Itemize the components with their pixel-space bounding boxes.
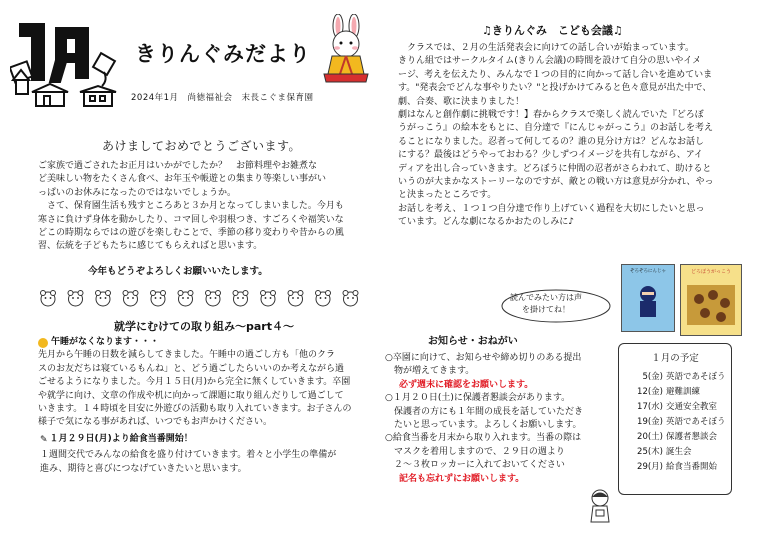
monkey-icon — [261, 291, 276, 307]
kids-meeting-title: ♫きりんぐみ こども会議♫ — [482, 24, 623, 37]
bubble-line: 読んでみたい方は声 — [510, 293, 582, 302]
meeting-line: にする？最後はどうやっておわる？少しずつイメージを共有しながら、アイ — [398, 150, 703, 161]
schedule-event: 避難訓練 — [666, 387, 701, 397]
meeting-line: 劇、合奏、歌に決まりました！ — [398, 96, 525, 107]
schedule-date: 29(月) — [637, 462, 663, 472]
newsletter-title: きりんぐみだより — [135, 42, 311, 66]
tiger-icon — [96, 291, 111, 307]
notice-line: ２～３枚ロッカーに入れておいてください — [385, 460, 565, 471]
schedule-item — [625, 445, 731, 460]
school-prep-heading: 就学にむけての取り組み～part４～ — [114, 320, 294, 333]
notice-line: マスクを着用しますので、２９日の週より — [385, 446, 565, 457]
pencil-icon: ✎ — [40, 434, 48, 445]
meeting-line: いうのが大まかなストーリーなのですが、敵との戦い方は意見が分かれ、やっ — [398, 177, 714, 188]
notices-list — [385, 352, 583, 486]
greeting-closing: 今年もどうぞよろしくお願いいたします。 — [88, 266, 268, 277]
schedule-item — [625, 430, 731, 445]
rabbit-kimono-illustration — [318, 14, 376, 84]
greeting-line: どこの時期ならではの遊びを楽しむことで、季節の移り変わりや昔からの風 — [38, 228, 344, 239]
schedule-date: 5(金) — [642, 372, 663, 382]
lunch-title: １月２９日(月)より給食当番開始！ — [49, 434, 193, 444]
greeting-line: ど美味しい物をたくさん食べ、お年玉や帳遊との集まり等楽しい事がい — [38, 174, 327, 185]
greeting-paragraph — [38, 160, 344, 254]
notice-line: 保護者の方にも１年間の成長を話していただき — [385, 406, 584, 417]
zodiac-animal-row — [36, 287, 366, 309]
dog-icon — [316, 291, 331, 307]
meeting-line: うがっこう』の絵本をもとに、自分達で『にんじゃがっこう』のお話しを考え — [398, 123, 714, 134]
lunch-line: １週間交代でみんなの給食を盛り付けていきます。着々と小学生の準備が — [40, 450, 337, 461]
schedule-event: 給食当番開始 — [666, 462, 718, 472]
meeting-line: ています。どんな劇になるかおたのしみに♪ — [398, 217, 575, 228]
notice-line: たいと思っています。よろしくお願いします。 — [385, 420, 582, 431]
rooster-icon — [288, 291, 303, 307]
book-cover-ninja — [621, 264, 675, 332]
child-illustration — [585, 488, 615, 528]
schedule-event: 交通安全教室 — [666, 402, 718, 412]
meeting-line: ージ、考えを伝えたり、みんなで１つの目的に向かって話し合いを進めていま — [398, 69, 713, 80]
schedule-list — [625, 370, 731, 475]
schedule-item — [625, 400, 731, 415]
nap-line: スのお友だちは寝ているもんね」と、どう過ごしたらいいのか考えながら過 — [38, 363, 345, 374]
meeting-line: ディアを出し合っていきます。どろぼうに仲間の忍者がさらわれて、助けると — [398, 163, 712, 174]
greeting-heading: あけましておめでとうございます。 — [102, 139, 302, 153]
notices-title: お知らせ・おねがい — [428, 336, 518, 347]
greeting-line: 習、伝統を子どもたちに感じてもらえればと思います。 — [38, 241, 263, 252]
ox-icon — [68, 291, 83, 307]
meeting-line: クラスでは、２月の生活発表会に向けての話し合いが始まっています。 — [398, 43, 695, 53]
schedule-date: 25(木) — [637, 447, 663, 457]
greeting-line: ご家族で過ごされたお正月はいかがでしたか？ お節料理やお雑煮な — [38, 161, 318, 171]
meeting-line: きりん組ではサークルタイム(きりん会議)の時間を設けて自分の思いやイメ — [398, 56, 702, 67]
schedule-box — [618, 343, 732, 495]
greeting-line: っぱいのお休みになったのではないでしょうか。 — [38, 187, 237, 198]
bubble-text — [510, 292, 582, 316]
notice-line: ○１月２０日(土)に保護者懇談会があります。 — [385, 393, 571, 404]
notice-line: ○卒園に向けて、お知らせや締め切りのある提出 — [385, 353, 582, 363]
schedule-title: １月の予定 — [651, 353, 699, 364]
horse-icon — [206, 291, 221, 307]
meeting-line: 劇はなんと創作劇に挑戦です！】春からクラスで楽しく読んでいた『どろぼ — [398, 110, 704, 121]
schedule-date: 17(水) — [637, 402, 663, 412]
schedule-event: 保護者懇談会 — [666, 432, 718, 442]
speech-bubble — [500, 288, 612, 324]
schedule-date: 20(土) — [637, 432, 663, 442]
schedule-item — [625, 385, 731, 400]
schedule-event: 英語であそぼう — [666, 417, 726, 427]
boar-icon — [343, 291, 358, 307]
sheep-icon — [233, 291, 248, 307]
schedule-date: 19(金) — [637, 417, 663, 427]
book-title-ninja: ぞろぞろにんじゃ — [630, 269, 666, 274]
lunch-section — [40, 433, 336, 476]
month-illustration — [10, 20, 120, 110]
nap-line: 先月から午睡の日数を減らしてきました。午睡中の過ごし方も「他のクラ — [38, 350, 336, 361]
schedule-item — [625, 415, 731, 430]
notice-line: ○給食当番を月末から取り入れます。当番の際は — [385, 433, 582, 444]
bubble-line: を掛けてね！ — [522, 305, 570, 314]
greeting-line: さて、保育園生活も残すところあと３か月となってしまいました。今月も — [38, 201, 344, 212]
nap-line: 様子で気になる事があれば、いつでもお声かけください。 — [38, 417, 273, 428]
nap-line: ごせるようになりました。今月１５日(月)から完全に無くしていきます。卒園 — [38, 377, 351, 388]
rat-icon — [41, 291, 56, 307]
schedule-item — [625, 370, 731, 385]
schedule-date: 12(金) — [637, 387, 663, 397]
nap-section — [38, 336, 352, 430]
notice-red-line: 記名も忘れずにお願いします。 — [399, 473, 525, 484]
dragon-icon — [151, 291, 166, 307]
book-title-dorobou: どろぼうがっこう — [690, 269, 731, 275]
nap-title: 午睡がなくなります・・・ — [51, 337, 160, 347]
schedule-event: 誕生会 — [666, 447, 692, 457]
kids-meeting-body — [398, 42, 714, 230]
notice-line: 物が増えてきます。 — [385, 366, 475, 377]
meeting-line: す。"発表会でどんな事やりたい？"と投げかけてみると色々意見が出た中で、 — [398, 83, 712, 94]
schedule-event: 英語であそぼう — [666, 372, 726, 382]
nap-line: や就学に向け、文章の作成や机に向かって課題に取り組んだりして過ごして — [38, 390, 344, 401]
notice-red-line: 必ず週末に確認をお願いします。 — [399, 379, 534, 390]
meeting-line: と決まったところです。 — [398, 190, 497, 201]
greeting-line: 寒さに負けず身体を動かしたり、コマ回しや羽根つき、すごろくや福笑いな — [38, 214, 344, 225]
snake-icon — [178, 291, 193, 307]
nap-line: いきます。１４時頃を目安に外遊びの活動も取り入れていきます。お子さんの — [38, 404, 352, 415]
book-cover-dorobou — [680, 264, 742, 336]
lunch-line: 進み、期待と喜びにつなげていきたいと思います。 — [40, 463, 247, 474]
issue-info: 2024年1月 尚徳福祉会 末長こぐま保育園 — [131, 93, 314, 103]
meeting-line: お話しを考え、１つ１つ自分達で作り上げていく過程を大切にしたいと思っ — [398, 203, 705, 214]
rabbit-icon — [123, 291, 138, 307]
sun-icon — [38, 338, 48, 348]
schedule-item — [625, 460, 731, 475]
meeting-line: ることになりました。忍者って何してるの？誰の見分け方は？どんなお話し — [398, 136, 705, 147]
